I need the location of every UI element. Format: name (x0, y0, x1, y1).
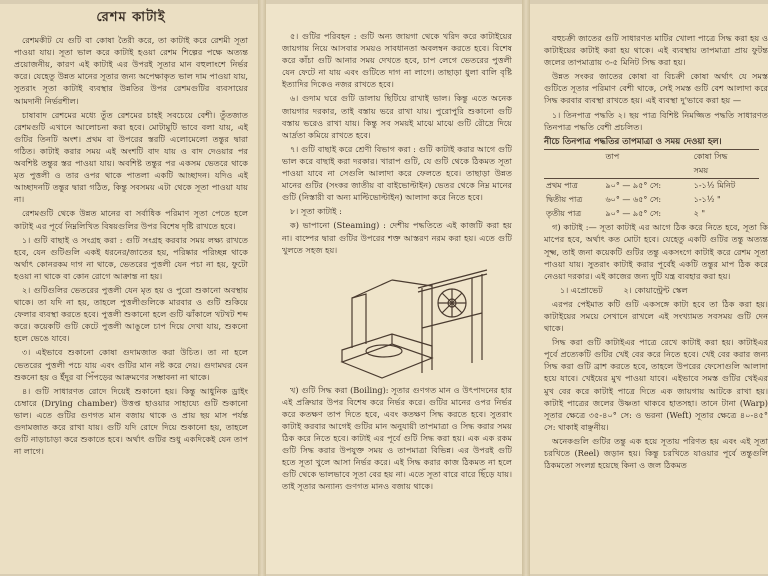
paragraph: এরপর পেইমাত কটি গুটি একসঙ্গে কাটা হবে তা ঠিক করা হয়। কাটাইয়ের সময়ে সেখানে রাখলে এই সংখ্যামত সবসময় গুটি দেন থাকে। (544, 298, 768, 334)
paragraph: চাষাবাদ রেশমের মধ্যে তুঁত রেশমের চাহই সবচেয়ে বেশী। তুঁতজাত রেশমগুটি এখানে আলোচনা করা হবে। মোটামুটি ভাবে বলা যায়, এই গুটির তিনটি অংশ। প্রথম বা উপরের স্তরটি এলোমেলো তন্তুর দ্বারা গঠিত। কাটাই করার সময় এই অংশটি বাদ যায় ও বাদ দেওয়ার পর অবশিষ্ট তন্তুর স্তর পাওয়া যায়। অবশিষ্ট তন্তুর পর একসম ভেতরে থাকে মৃত পুত্তলী ও তার ওপর থাকে পাতলা একটি আচ্ছাদন। যদিও এই আচ্ছাদনটি তন্তুর দ্বারা গঠিত, কিন্তু সবসময় এটা থেকে সূতা পাওয়া যায় না। (14, 109, 248, 205)
paragraph: খ) গুটি সিদ্ধ করা (Boiling): সূতার গুণগত মান ও উৎপাদনের হার এই প্রক্রিয়ার উপর বিশেষ করে নির্ভর করে। গুটির মানের ওপর নির্ভর করে কতক্ষণ তাপ দিতে হবে, এবং কতক্ষণ সিদ্ধ করতে হবে। সুতরাং কাটাই করবার আগেই গুটির মান অনুযায়ী তাপমাত্রা ও সিদ্ধ করার সময় ঠিক করে নিতে হবে। কাটাই এর পূর্বে গুটি সিদ্ধ করা হয়। এক এক রকম গুটি সিদ্ধ করার উপযুক্ত সময় ও তাপমাত্রা বিভিন্ন। এর উপরই গুটি হতে সূতা খুলে আসা নির্ভর করে। এই সিদ্ধ করার কাজ ঠিকমত না হলে গুটি থেকে ভালভাবে সূতা বের হয় না। এতে সূতা বারে বারে ছিঁড়ে যায়। তাই সূতার অন্যান্য গুণগত মানও বজায় থাকে। (282, 384, 512, 492)
reeling-machine-icon (282, 258, 512, 380)
steaming-apparatus-illustration (282, 258, 512, 380)
column-header-cocoon-boil: কোষা সিদ্ধ (693, 151, 728, 161)
instrument-quadrant-scale: ২। কোয়ান্ট্রেন্ট স্কেল (623, 284, 688, 295)
paragraph: সিদ্ধ করা গুটি কাটাইএর পাত্রে রেখে কাটাই করা হয়। কাটাইএর পূর্বে প্রত্যেকটি গুটির খেই বের করে নিতে হবে। খেই বের করার জন্য সিদ্ধ করা গুটি ব্রাশ করতে হবে, তাহলে উপরের ফেসোগুলি আলাদা হয়ে যাবে। খেইয়ের মুখ পাওয়া যাবে। এইভাবে সমস্ত গুটির খেইএর মুখ বের করে কাটাই পাত্রে দিতে এক জায়গায় আটকে রাখা হয়। কাটাই পাত্রের জলের উষ্ণতা থাকবে হাতসহা। তানে টানা (Warp) সূতার ক্ষেত্রে ৩৫-৪০° সে: ও ভরনা (Weft) সূতার ক্ষেত্রে ৪০-৪৫° সে: থাকাই বাঞ্ছনীয়। (544, 337, 768, 432)
column-header-time: সময় (693, 165, 709, 175)
leaflet-panel-left (0, 4, 258, 574)
row-label: তৃতীয় পাত্র (546, 209, 582, 219)
paragraph: রেশমগুটি থেকে উন্নত মানের বা সর্বাধিক পরিমাণ সূতা পেতে হলে কাটাই এর পূর্বে নিম্নলিখিত বিষয়গুলির উপর বিশেষ দৃষ্টি রাখতে হবে। (14, 208, 248, 231)
table-row (544, 193, 759, 207)
table-heading: নীচে তিনপাত্র পদ্ধতির তাপমাত্রা ও সময় দেওয়া হল। (544, 136, 722, 147)
paragraph: ক) ভাপানো (Steaming) : দেশীয় পদ্ধতিতে এই কাজটি করা হয় না। বাষ্পের দ্বারা গুটির উপরের শক্ত আস্তরণ নরম করা হয়। এতে গুটি খুলতে সহজ হয়। (282, 220, 512, 255)
row-time: ১-১½ মিনিট (693, 181, 736, 191)
column-header-temperature: তাপ (605, 151, 620, 161)
paragraph: উন্নত সংকর জাতের কোষা বা বিচক্রী কোষা অর্থাৎ যে সমস্ত গুটিতে সূতার পরিমাণ বেশী থাকে, সেই সমস্ত গুটি বেশ আলাদা করে সিদ্ধ করবার ব্যবস্থা রাখতে হয়। এই ব্যবস্থা দু'ভাবে করা হয় — (544, 71, 768, 106)
row-temperature: ৯০° — ৯৫° সে: (605, 209, 662, 219)
paragraph: ৪। গুটি সাধারণত রোদে দিয়েই শুকানো হয়। কিন্তু আধুনিক ড্রাইং চেম্বারে (Drying chamber) উত্তপ্ত হাওয়ার সাহায্যে গুটি শুকানো ভাল। এতে গুটির গুণগত মান বজায় থাকে ও প্রায় ছয় মাস পর্যন্ত গুদামজাত করে রাখা যায়। গুটি যদি রোদে দিয়ে শুকানো হয়, তাহলে গুটি নাড়াচাড়া করে শুকাতে হবে। অর্থাৎ গুটির শুধু একদিকেই যেন তাপ না লাগে। (14, 385, 248, 457)
row-label: দ্বিতীয় পাত্র (546, 195, 583, 205)
fold-crease (258, 0, 266, 576)
paragraph: ১। তিনপাত্র পদ্ধতি ২। ছয় পাত্র বিশিষ্ট নিমজ্জিত পদ্ধতি সাধারণত তিনপাত্র পদ্ধতি বেশী প্রচলিত। (544, 109, 768, 132)
paragraph: ৭। গুটি বাছাই করে শ্রেণী বিভাগ করা : গুটি কাটাই করার আগে গুটি ভাল করে বাছাই করা দরকার। খারাপ গুটি, যে গুটি থেকে ঠিকমত সূতা পাওয়া যাবে না সেগুলি আলাদা করে ফেলতে হবে। তাছাড়া উন্নত মানের গুটির (সংকর জাতীয় বা বাইভোল্টাইন) ভেতর থেকে নিম্ন মানের গুটি (নিস্তারী বা অন্য মাল্টিভোল্টাইন) আলাদা করে নিতে হবে। (282, 143, 512, 203)
paragraph: ৫। গুটির পরিবহন : গুটি অন্য জায়গা থেকে খরিদ করে কাটাইয়ের জায়গায় নিয়ে আসবার সময়ও সাবধানতা অবলম্বন করতে হবে। বিশেষ করে কাঁচা গুটি আনার সময় দেখতে হবে, চাপ লেগে ভেতরের পুত্তলী যেন ফেটে না যায় এবং গুটিতে দাগ না লাগে। তাছাড়া ধুলা বালি বৃষ্টি ইত্যাদির দিকেও নজর রাখতে হবে। (282, 31, 512, 90)
row-label: প্রথম পাত্র (546, 181, 578, 191)
paragraph: বহুচক্রী জাতের গুটি সাধারণত মাটির খোলা পাত্রে সিদ্ধ করা হয় ও কাটাইয়ের কাটাই করা হয় থাকে। এই ব্যবস্থায় তাপমাত্রা প্রায় ফুটন্ত জলের তাপমাত্রায় ৩-৫ মিনিট সিদ্ধ করা হয়। (544, 33, 768, 68)
paragraph: অনেকগুলি গুটির তন্তু এক হয়ে সূতায় পরিণত হয় এবং এই সূতা চরখিতে (Reel) জড়ান হয়। কিন্তু চরখিতে যাওয়ার পূর্বে তন্তুগুলি ঠিকমতো সংলগ্ন হয়েছে কিনা ও জল ঠিকমত (544, 435, 768, 471)
table-row (544, 207, 759, 221)
row-time: ১-১½ " (693, 195, 721, 205)
leaflet-panel-right (530, 4, 768, 574)
paragraph: ৬। গুদাম ঘরে গুটি ডালায় ছিটিয়ে রাখাই ভাল। কিন্তু এতে অনেক জায়গার দরকার, তাই বস্তায় ভরে রাখা যায়। পুরোপুরি শুকানো গুটি বস্তায় ভরেও রাখা যায়। কিন্তু সব সময়ই মাঝে মাঝে গুটি রৌদ্রে দিয়ে আর্দ্রতা কমিয়ে রাখতে হবে। (282, 93, 512, 140)
boiling-schedule-table (544, 149, 759, 221)
paragraph: ১। গুটি বাছাই ও সংগ্রহ করা : গুটি সংগ্রহ করবার সময় লক্ষ্য রাখতে হবে, যেন গুটিগুলি একই ধরনের/জাতের হয়, পরিষ্কার পরিচ্ছন্ন থাকে অর্থাৎ কোনরকম দাগ না থাকে, ভেতরের পুত্তলী যেন পচা না হয়, ফুটো হওয়া না থাকে বা কোন রোগে আক্রান্ত না হয়। (14, 234, 248, 281)
paragraph: ৮। সূতা কাটাই : (290, 206, 342, 217)
leaflet-panel-middle (266, 4, 522, 574)
paragraph: রেশমকীট যে গুটি বা কোষা তৈরী করে, তা কাটাই করে রেশমী সূতা পাওয়া যায়। সূতা ভাল করে কাটাই হওয়া রেশম শিল্পের পক্ষে অত্যন্ত প্রয়োজনীয়, কারণ এই কাটাই এর উপরই সূতার মান বহুলাংশে নির্ভর করে। যেহেতু উন্নত মানের সূতার জন্য অপেক্ষাকৃত ভাল দাম পাওয়া যায়, সুতরাং সূতা কাটাই ব্যবস্থার উন্নতির উপর রেশমগুটির ব্যবসায়ের আমদানী নির্ভরশীল। (14, 35, 248, 106)
row-temperature: ৯০° — ৯৫° সে: (605, 181, 662, 191)
page-title: রেশম কাটাই (96, 10, 166, 25)
table-row (544, 179, 759, 194)
fold-crease (522, 0, 530, 576)
paragraph: গ) কাটাই :— সূতা কাটাই এর আগে ঠিক করে নিতে হবে, সূতা কি মাপের হবে, অর্থাৎ কত মোটা হবে। যেহেতু একটি গুটির তন্তু অত্যন্ত সূক্ষ্ম, তাই জনা কয়েকটি গুটির তন্তু একসংগে কাটাই করে রেশম সূতা পাওয়া যায়। সুতরাং কাটাই করার পূর্বেই একটি তন্তুর মাপ ঠিক করে নেওয়া দরকার। এই কাজের জন্য দুটি যন্ত্র ব্যবহার করা হয়। (544, 222, 768, 281)
instrument-eprouvette: ১। এপ্রোভেট (560, 284, 603, 295)
row-temperature: ৬০° — ৬৫° সে: (605, 195, 662, 205)
row-time: ২ " (693, 209, 706, 219)
instrument-list (544, 284, 768, 296)
paragraph: ২। গুটিগুলির ভেতরের পুত্তলী যেন মৃত হয় ও পুরো শুকানো অবস্থায় থাকে। তা যদি না হয়, তাহলে পুত্তলীগুলিকে মারবার ও গুটি শুকিয়ে ফেলার ব্যবস্থা করতে হবে। পুত্তলী শুকানো হলে গুটি ঝাঁকালে খটখট শব্দ করে। কয়েকটি গুটি কেটে পুত্তলী আঙুলে চাপ দিয়ে দেখা যায়, শুকনো হলে ভেঙে যাবে। (14, 284, 248, 344)
paragraph: ৩। এইভাবে শুকানো কোষা গুদামজাত করা উচিত। তা না হলে ভেতরের পুত্তলী পচে যায় এবং গুটির মান নষ্ট করে দেয়। গুদামঘর যেন শুকনো হয় ও ইঁদুর বা পিঁপড়ের আক্রমণের সম্ভাবনা না থাকে। (14, 347, 248, 382)
